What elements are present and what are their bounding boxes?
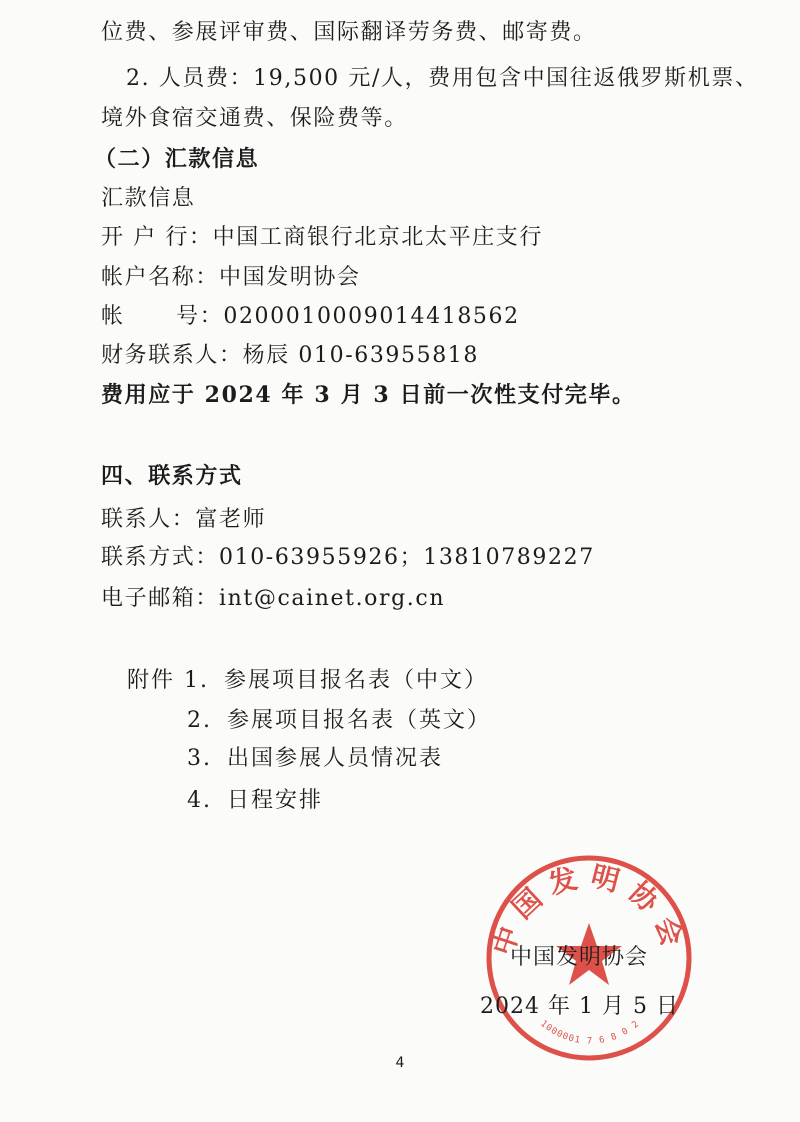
email-line — [101, 584, 445, 614]
attachment-title: 参展项目报名表（英文） — [227, 708, 492, 733]
account-number-value: 0200010009014418562 — [223, 304, 520, 329]
signature-date: 2024 年 1 月 5 日 — [480, 994, 679, 1019]
attachment-title: 出国参展人员情况表 — [227, 746, 444, 771]
attachment-number: 2. — [187, 708, 212, 733]
contact-phone-value: 010-63955926；13810789227 — [219, 545, 595, 570]
attachment-item-3 — [187, 744, 443, 774]
account-name-line — [101, 263, 361, 293]
email-label: 电子邮箱： — [101, 586, 220, 611]
contact-phone-line — [101, 543, 595, 573]
signature-organization: 中国发明协会 — [510, 945, 649, 970]
seal-serial-number: 1000001 7 6 8 0 2 — [538, 1018, 642, 1047]
attachment-item-2 — [187, 706, 491, 736]
heading-remittance: （二）汇款信息 — [94, 146, 260, 172]
contact-person-value: 富老师 — [195, 507, 267, 532]
finance-contact-value: 杨辰 010-63955818 — [242, 343, 480, 368]
bank-line — [101, 223, 543, 253]
attachment-title: 日程安排 — [227, 788, 324, 813]
account-number-label: 帐 号： — [101, 304, 224, 329]
attachment-number: 4. — [187, 788, 212, 813]
account-name-label: 帐户名称： — [101, 265, 220, 290]
contact-person-label: 联系人： — [101, 507, 196, 532]
personnel-fee-line-1: 2. 人员费：19,500 元/人，费用包含中国往返俄罗斯机票、 — [126, 66, 759, 91]
remittance-title: 汇款信息 — [101, 186, 196, 211]
account-name-value: 中国发明协会 — [219, 265, 361, 290]
payment-deadline: 费用应于 2024 年 3 月 3 日前一次性支付完毕。 — [101, 382, 636, 408]
seal-arc-text: 中国发明协会 — [486, 859, 692, 960]
bank-label: 开 户 行： — [101, 225, 213, 250]
bank-value: 中国工商银行北京北太平庄支行 — [212, 225, 543, 250]
heading-contact: 四、联系方式 — [101, 463, 243, 489]
contact-person-line — [101, 505, 266, 535]
attachment-item-4 — [187, 786, 323, 816]
contact-phone-label: 联系方式： — [101, 545, 220, 570]
attachment-prefix: 附件 — [127, 668, 176, 693]
page-number: 4 — [395, 1055, 405, 1071]
attachment-number: 1. — [184, 668, 210, 693]
finance-contact-label: 财务联系人： — [101, 343, 243, 368]
attachment-title: 参展项目报名表（中文） — [224, 668, 489, 693]
attachment-item-1 — [127, 666, 488, 696]
personnel-fee-line-2: 境外食宿交通费、保险费等。 — [101, 106, 408, 131]
account-number-line — [101, 302, 520, 332]
finance-contact-line — [101, 341, 479, 371]
email-value: int@cainet.org.cn — [219, 586, 446, 611]
fees-continuation-line: 位费、参展评审费、国际翻译劳务费、邮寄费。 — [101, 20, 597, 45]
attachment-number: 3. — [187, 746, 212, 771]
